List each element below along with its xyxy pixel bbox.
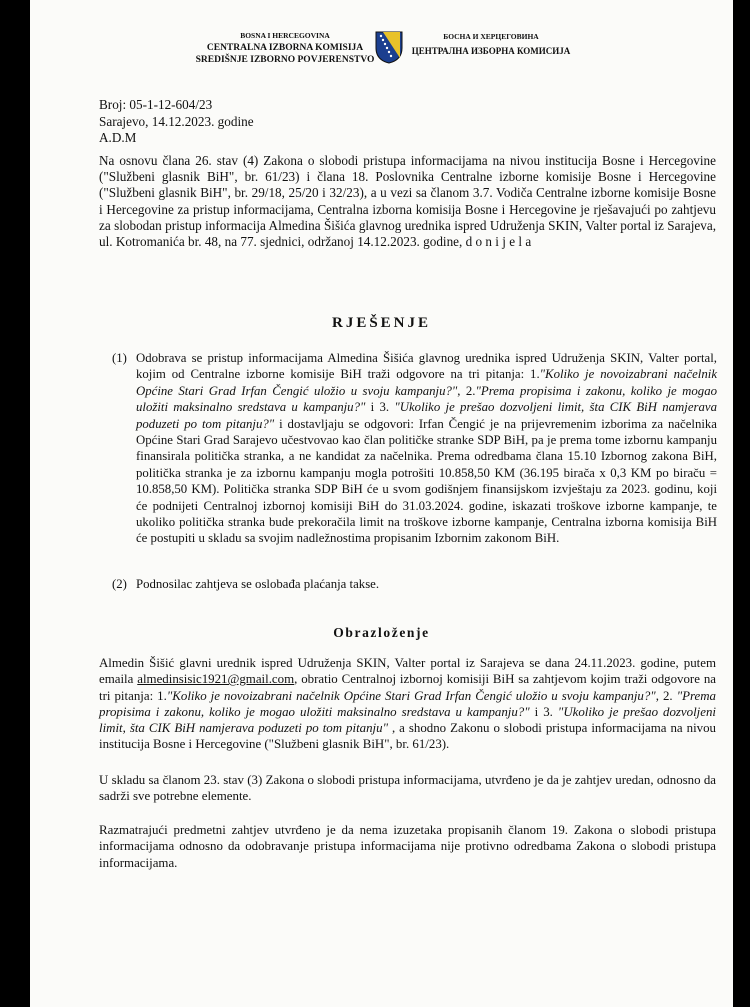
reasoning-title: Obrazloženje — [333, 625, 430, 640]
text-segment: , 2. — [655, 688, 677, 703]
text-segment: i dostavljaju se odgovori: Irfan Čengić je na prijevremenim izborima za načelnika Općine Stari Grad Sarajevo učestvovao kao član političke stranke SDP BiH, pa je prema tome izbornu kampanju finansirala politička stranka, a ne kandidat za načelnika. Prema odredbama člana 15.10 Izbornog zakona BiH, politička stranka je za izbornu kampanju mogla potrošiti 10.858,50 KM (36.195 birača x 0,3 KM po biraču = 10.858,50 KM). Politička stranka SDP BiH će u svom godišnjem finansijskom izvještaju za 2023. godinu, koji će podnijeti Centralnoj izbornoj komisiji BiH do 31.03.2024. godine, iskazati troškove izborne kampanje, te ukoliko politička stranka bude prekoračila limit na troškove izborne kampanje, Centralna izborna komisija BiH će postupiti u skladu sa svojim nadležnostima propisanim Izbornim zakonom BiH. — [136, 416, 717, 546]
text-segment: Odobrava se pristup informacijama Almedina Šišića glavnog urednika ispred Udruženja SKIN, Valter portal, kojim od Centralne izborne komisije BiH traži odgovore na tri pitanja: 1. — [136, 351, 717, 382]
text-segment: , a shodno Zakonu o slobodi pristupa informacijama na nivou institucija Bosne i Hercegovine ("Službeni glasnik BiH", br. 61/23). — [99, 721, 716, 752]
document-meta — [99, 97, 254, 147]
text-segment: , obratio Centralnoj izbornoj komisiji BiH sa zahtjevom kojim traži odgovore na tri pitanja: 1. — [99, 672, 716, 703]
letterhead-povjerenstvo: SREDIŠNJE IZBORNO POVJERENSTVO — [195, 55, 375, 65]
document-page — [30, 0, 733, 1007]
email-link[interactable]: almedinsisic1921@gmail.com — [137, 672, 295, 687]
reasoning-paragraph-2: U skladu sa članom 23. stav (3) Zakona o slobodi pristupa informacijama, utvrđeno je da je zahtjev uredan, odnosno da sadrži sve potrebne elemente. — [99, 773, 716, 804]
text-segment: Almedin Šišić glavni urednik ispred Udruženja SKIN, Valter portal iz Sarajeva se dana 24.11.2023. godine, putem emaila — [99, 656, 716, 687]
letterhead-commission-latin: CENTRALNA IZBORNA KOMISIJA — [206, 43, 364, 53]
reference-number: Broj: 05-1-12-604/23 — [99, 97, 213, 112]
text-segment: i 3. — [529, 704, 558, 719]
intro-paragraph: Na osnovu člana 26. stav (4) Zakona o slobodi pristupa informacijama na nivou institucija Bosne i Hercegovine ("Službeni glasnik BiH", br. 61/23) i člana 18. Poslovnika Centralne izborne komisije Bosne i Hercegovine ("Službeni glasnik BiH", br. 29/18, 25/20 i 32/23), a u vezi sa članom 3.7. Vodiča Centralne izborne komisije Bosne i Hercegovine za pristup informacijama, Centralna izborna komisija Bosne i Hercegovine je rješavajući po zahtjevu za slobodan pristup informacija Almedina Šišića glavnog urednika ispred Udruženja SKIN, Valter portal iz Sarajeva, ul. Kotromanića br. 48, na 77. sjednici, održanoj 14.12.2023. godine, d o n i j e l a — [99, 153, 716, 250]
item-number: (1) — [112, 351, 127, 365]
question-1: "Koliko je novoizabrani načelnik Općine Stari Grad Irfan Čengić uložio u svoju kampanju?" — [136, 367, 717, 398]
decision-item-text: Podnosilac zahtjeva se oslobađa plaćanja takse. — [136, 577, 380, 591]
question-3: "Ukoliko je prešao dozvoljeni limit, šta CIK BiH namjerava poduzeti po tom pitanju?" — [136, 400, 717, 431]
document-date: Sarajevo, 14.12.2023. godine — [99, 113, 254, 129]
text-segment: i 3. — [365, 400, 395, 415]
question-1: "Koliko je novoizabrani načelnik Općine Stari Grad Irfan Čengić uložio u svoju kampanju?" — [166, 688, 656, 703]
letterhead-commission-cyrillic: ЦЕНТРАЛНА ИЗБОРНА КОМИСИЈА — [411, 46, 571, 56]
bih-coat-of-arms-icon — [374, 30, 404, 64]
decision-item-2 — [112, 576, 717, 592]
question-2: "Prema propisima i zakonu, koliko je mogao uložiti maksinalno sredstava u kampanju?" — [99, 688, 716, 719]
item-number: (2) — [112, 577, 127, 591]
letterhead-cyrillic — [406, 30, 576, 58]
letterhead-country-cyrillic: БОСНА И ХЕРЦЕГОВИНА — [443, 32, 539, 41]
decision-title: RJEŠENJE — [331, 315, 432, 331]
text-segment: , 2. — [457, 383, 476, 398]
letterhead-latin — [190, 30, 380, 66]
decision-item-text — [136, 350, 717, 547]
letterhead-country-latin: BOSNA I HERCEGOVINA — [240, 31, 330, 40]
question-2: "Prema propisima i zakonu, koliko je mogao uložiti maksinalno sredstava u kampanju?" — [136, 383, 717, 415]
question-3: "Ukoliko je prešao dozvoljeni limit, šta CIK BiH namjerava poduzeti po tom pitanju" — [99, 704, 716, 736]
author-initials: A.D.M — [99, 130, 137, 145]
decision-item-1 — [112, 350, 717, 547]
reasoning-paragraph-3: Razmatrajući predmetni zahtjev utvrđeno je da nema izuzetaka propisanih članom 19. Zakona o slobodi pristupa informacijama odnosno da odobravanje pristupa informacijama nije protivno odredbama Zakona o slobodi pristupa informacijama. — [99, 823, 716, 870]
letterhead — [30, 24, 733, 74]
reasoning-paragraph-1 — [99, 655, 716, 753]
